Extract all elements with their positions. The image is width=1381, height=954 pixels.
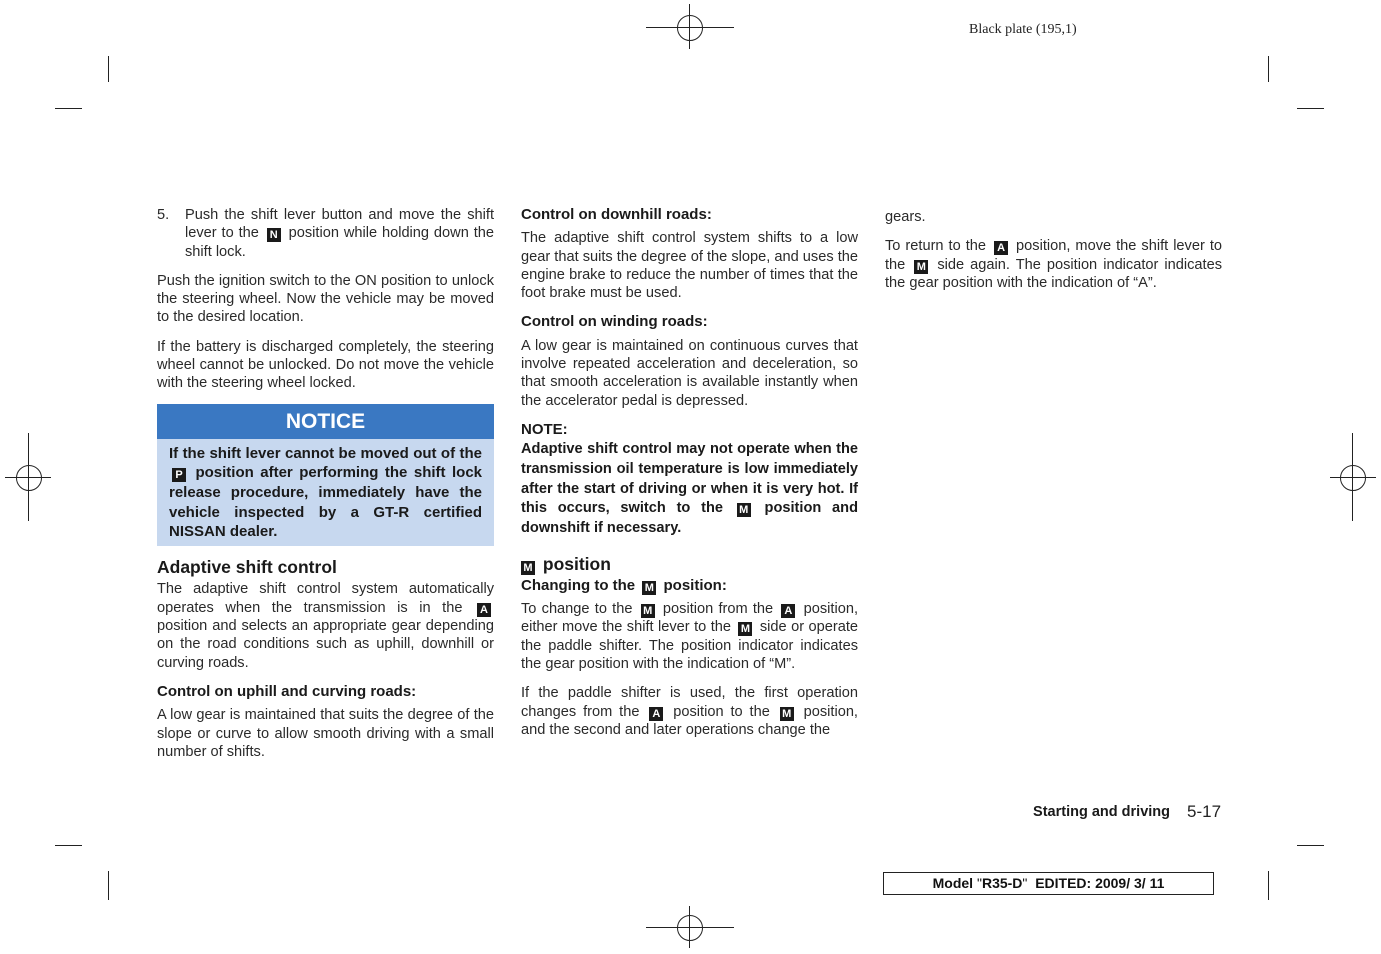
p-position-icon: P [172,468,186,482]
n-position-icon: N [267,228,281,242]
note-label: NOTE: [521,420,568,438]
step-text: Push the shift lever button and move the shift lever to the N position while holding down the shift lock. [185,207,494,260]
paragraph-winding: A low gear is maintained on continuous curves that involve repeated acceleration and deceleration, so that smooth acceleration is available instantly when the accelerator pedal is depressed. [521,337,858,409]
column-1 [157,206,494,772]
heading-changing: Changing to the M position: [521,576,727,594]
paragraph-adaptive: The adaptive shift control system automatically operates when the transmission is in the A position and selects an appropriate gear depending on the road conditions such as uphill, downhill or curving roads. [157,581,494,671]
note-text: Adaptive shift control may not operate when the transmission oil temperature is low immediately after the start of driving or when it is very hot. If this occurs, switch to the M position and downshift if necessary. [521,441,858,537]
paragraph-ignition: Push the ignition switch to the ON position to unlock the steering wheel. Now the vehicle may be moved to the desired location. [157,272,494,326]
plate-label: Black plate (195,1) [969,22,1077,37]
m-position-icon: M [914,260,928,274]
column-2 [521,206,858,750]
paragraph-changing: To change to the M position from the A position, either move the shift lever to the M side or operate the paddle shifter. The position indicator indicates the gear position with the indication of “M”. [521,601,858,672]
heading-downhill: Control on downhill roads: [521,206,712,223]
column-3 [885,208,1222,303]
model-edited-box: Model "R35-D" EDITED: 2009/ 3/ 11 [883,872,1214,895]
step-number: 5. [157,207,170,223]
notice-box [157,404,494,547]
a-position-icon: A [994,241,1008,255]
heading-adaptive-shift: Adaptive shift control [157,557,337,578]
step-5 [157,206,494,261]
heading-uphill: Control on uphill and curving roads: [157,682,417,700]
a-position-icon: A [477,603,491,617]
m-position-icon: M [642,581,656,595]
paragraph-return: To return to the A position, move the shift lever to the M side again. The position indicator indicates the gear position with the indication of “A”. [885,238,1223,291]
heading-m-position: M position [521,555,858,575]
a-position-icon: A [649,707,663,721]
m-position-icon: M [641,604,655,618]
paragraph-downhill: The adaptive shift control system shifts to a low gear that suits the degree of the slope, and uses the engine brake to reduce the number of times that the foot brake must be used. [521,230,858,302]
paragraph-paddle: If the paddle shifter is used, the first operation changes from the A position to the M position, and the second and later operations change the [521,685,858,738]
notice-title: NOTICE [157,404,494,439]
a-position-icon: A [781,604,795,618]
page-number: 5-17 [1187,802,1222,821]
section-title: Starting and driving [1033,804,1170,820]
m-position-icon: M [780,707,794,721]
paragraph-uphill: A low gear is maintained that suits the degree of the slope or curve to allow smooth driving with a small number of shifts. [157,707,494,760]
m-position-icon: M [737,503,751,517]
paragraph-gears: gears. [885,209,926,225]
m-position-icon: M [738,622,752,636]
paragraph-battery: If the battery is discharged completely, the steering wheel cannot be unlocked. Do not move the vehicle with the steering wheel locked. [157,338,494,392]
m-position-icon: M [521,561,535,575]
heading-winding: Control on winding roads: [521,313,708,331]
notice-text: If the shift lever cannot be moved out of the P position after performing the shift lock release procedure, immediately have the vehicle inspected by a GT-R certified NISSAN dealer. [157,439,494,547]
